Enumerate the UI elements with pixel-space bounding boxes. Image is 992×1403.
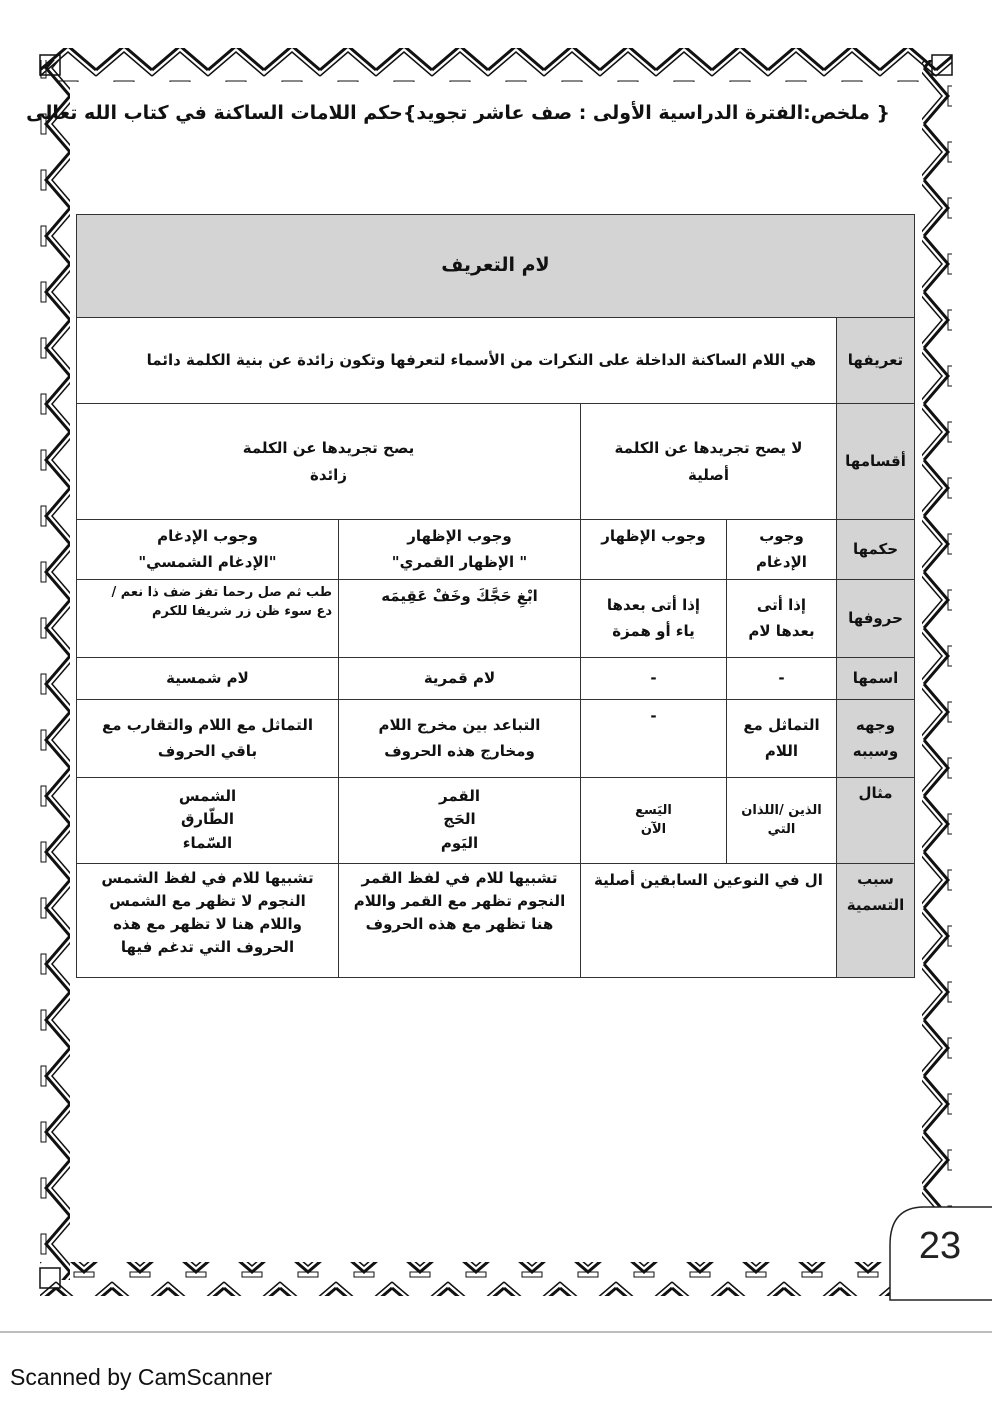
row-example (77, 777, 915, 863)
row-name (77, 657, 915, 699)
letters-c4: طب ثم صل رحما تفز ضف ذا نعم / دع سوء ظن زر شريفا للكرم (77, 579, 339, 657)
row-ruling (77, 520, 915, 580)
letters-c1: إذا أتى بعدها لام (727, 579, 837, 657)
types-extra: يصح تجريدها عن الكلمة زائدة (77, 404, 581, 520)
reason-c3: التباعد بين مخرج اللام ومخارج هذه الحروف (339, 699, 581, 777)
letters-c2: إذا أتى بعدها ياء أو همزة (581, 579, 727, 657)
row-label-naming: سبب التسمية (837, 863, 915, 977)
row-reason (77, 699, 915, 777)
name-c2: - (581, 657, 727, 699)
page-number: 23 (918, 1225, 962, 1267)
example-c3: القمر الحَج اليَوم (339, 777, 581, 863)
row-label-definition: تعريفها (837, 318, 915, 404)
row-types (77, 404, 915, 520)
naming-c4: تشبيها للام في لفظ الشمس النجوم لا تظهر مع الشمس واللام هنا لا تظهر مع هذه الحروف التي تدغم فيها (77, 863, 339, 977)
page-header: { ملخص:الفترة الدراسية الأولى : صف عاشر تجويد}حكم اللامات الساكنة في كتاب الله تعالى (26, 102, 890, 124)
footer-divider (0, 1331, 992, 1333)
example-c1: الذين /اللذان التي (727, 777, 837, 863)
ruling-c3: وجوب الإظهار " الإظهار القمري" (339, 520, 581, 580)
naming-c12: ال في النوعين السابقين أصلية (581, 863, 837, 977)
ruling-c2: وجوب الإظهار (581, 520, 727, 580)
reason-c1: التماثل مع اللام (727, 699, 837, 777)
row-definition (77, 318, 915, 404)
table-title: لام التعريف (77, 215, 915, 318)
letters-c3: ابْغِ حَجَّكَ وخَفْ عَقِيمَه (339, 579, 581, 657)
row-label-reason: وجهه وسببه (837, 699, 915, 777)
definition-text: هي اللام الساكنة الداخلة على النكرات من الأسماء لتعرفها وتكون زائدة عن بنية الكلمة دائما (77, 318, 837, 404)
name-c1: - (727, 657, 837, 699)
example-c4: الشمس الطّارق السّماء (77, 777, 339, 863)
row-letters (77, 579, 915, 657)
reason-c2: - (581, 699, 727, 777)
naming-c3: تشبيها للام في لفظ القمر النجوم تظهر مع القمر واللام هنا تظهر مع هذه الحروف (339, 863, 581, 977)
name-c4: لام شمسية (77, 657, 339, 699)
lam-table (76, 214, 915, 978)
row-label-example: مثال (837, 777, 915, 863)
reason-c4: التماثل مع اللام والتقارب مع باقي الحروف (77, 699, 339, 777)
row-label-letters: حروفها (837, 579, 915, 657)
name-c3: لام قمرية (339, 657, 581, 699)
row-label-ruling: حكمها (837, 520, 915, 580)
row-label-types: أقسامها (837, 404, 915, 520)
ruling-c1: وجوب الإدغام (727, 520, 837, 580)
row-naming (77, 863, 915, 977)
ruling-c4: وجوب الإدغام "الإدغام الشمسي" (77, 520, 339, 580)
row-label-name: اسمها (837, 657, 915, 699)
example-c2: اليَسع الآن (581, 777, 727, 863)
table-title-row (77, 215, 915, 318)
scanner-footer: Scanned by CamScanner (10, 1364, 273, 1390)
types-original: لا يصح تجريدها عن الكلمة أصلية (581, 404, 837, 520)
